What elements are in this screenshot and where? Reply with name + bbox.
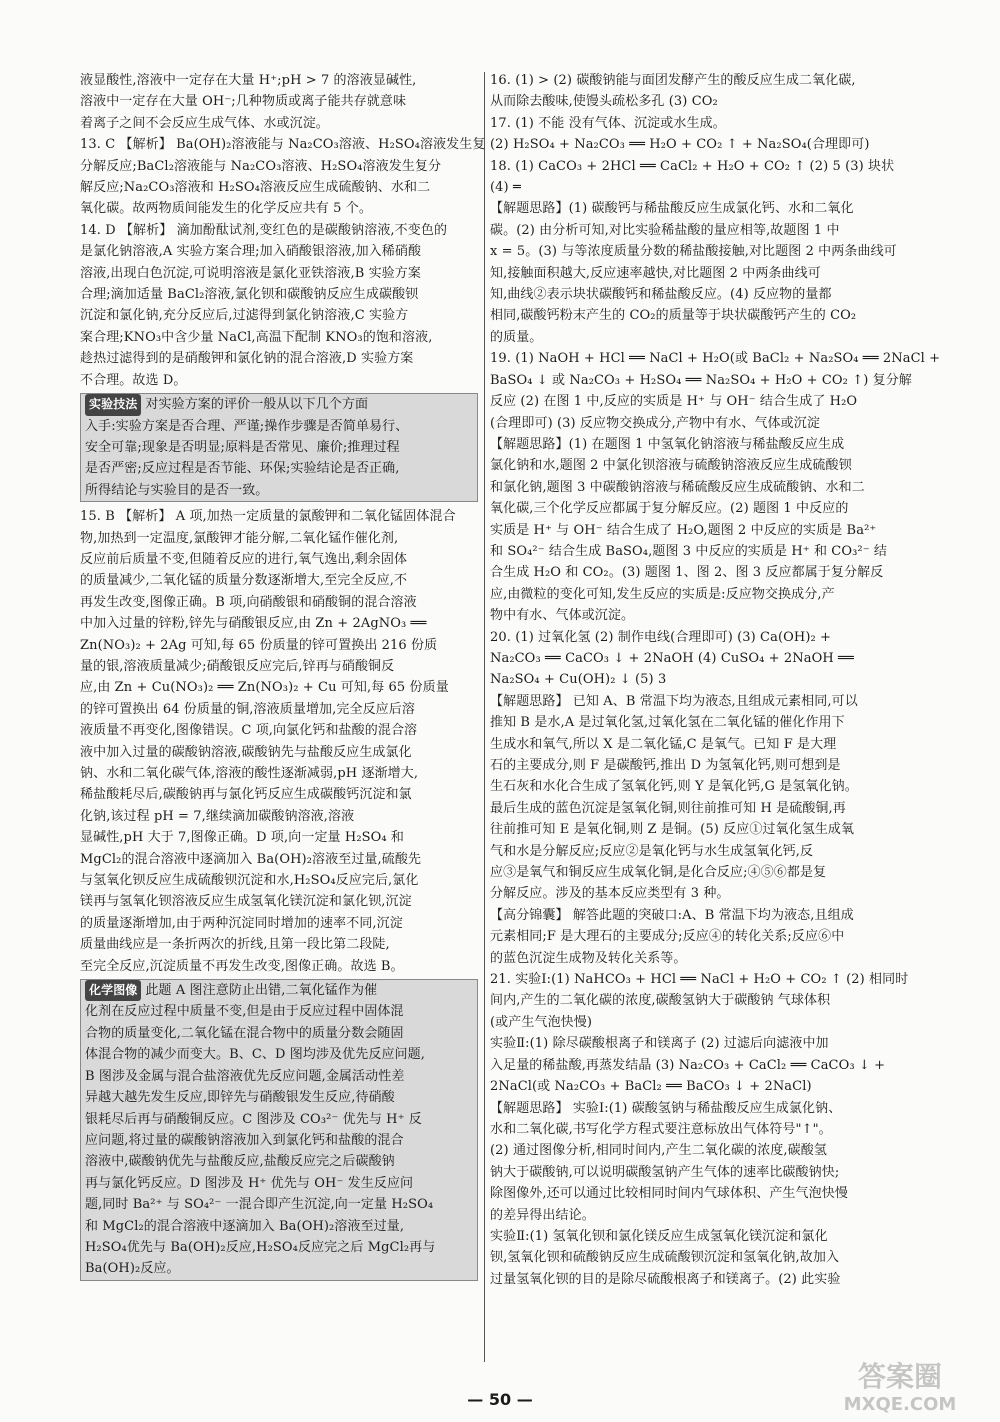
- text-content: 17. (1) 不能 没有气体、沉淀或水生成。: [490, 115, 726, 131]
- text-line: [85, 980, 473, 1001]
- text-line: [490, 669, 915, 690]
- text-content: 水和二氧化碳,书写化学方程式要注意标放出气体符号"↑"。: [490, 1121, 832, 1137]
- text-content: 知,接触面积越大,反应速率越快,对比题图 2 中两条曲线可: [490, 265, 821, 281]
- right-column: [490, 70, 941, 1290]
- text-content: Na₂CO₃ ══ CaCO₃ ↓ + 2NaOH (4) CuSO₄ + 2NaOH ══: [490, 650, 854, 666]
- text-content: 物中有水、气体或沉淀。: [490, 608, 635, 624]
- text-line: [85, 1001, 473, 1022]
- text-content: 解反应;Na₂CO₃溶液和 H₂SO₄溶液反应生成硫酸钠、水和二: [80, 180, 431, 196]
- text-content: 沉淀和氯化钠,充分反应后,过滤得到氯化钠溶液,C 实验方: [80, 308, 409, 324]
- answer-block: [490, 113, 915, 156]
- text-line: [490, 734, 915, 755]
- text-line: [490, 477, 915, 498]
- text-content: 液中加入过量的碳酸钠溶液,碳酸钠先与盐酸反应生成氯化: [80, 744, 412, 760]
- text-line: [490, 755, 915, 776]
- text-line: [85, 1087, 473, 1108]
- text-content: 的蓝色沉淀生成物及转化关系等。: [490, 950, 687, 966]
- text-line: [490, 990, 915, 1011]
- text-content: 实验Ⅱ:(1) 氢氧化钡和氯化镁反应生成氢氧化镁沉淀和氯化: [490, 1228, 828, 1244]
- text-line: [490, 691, 915, 712]
- text-line: [85, 480, 473, 501]
- text-content: 质量曲线应是一条折两次的折线,且第一段比第二段陡,: [80, 937, 390, 953]
- answer-block: [80, 134, 486, 220]
- text-content: 氧化碳,三个化学反应都属于复分解反应。(2) 题图 1 中反应的: [490, 501, 849, 517]
- text-line: [490, 605, 915, 626]
- text-line: [80, 91, 478, 112]
- text-content: 18. (1) CaCO₃ + 2HCl ══ CaCl₂ + H₂O + CO₂ ↑ (2) 5 (3) 块状: [490, 158, 895, 174]
- text-content: 所得结论与实验目的是否一致。: [85, 482, 269, 498]
- text-line: [80, 784, 478, 805]
- column-divider: [484, 72, 485, 1362]
- text-line: [490, 1205, 915, 1226]
- text-content: 安全可靠;现象是否明显;原料是否常见、廉价;推理过程: [85, 439, 400, 455]
- text-line: [490, 198, 915, 219]
- text-line: [85, 1237, 473, 1258]
- text-content: 溶液中,碳酸钠优先与盐酸反应,盐酸反应完之后碳酸钠: [85, 1154, 395, 1170]
- text-line: [490, 220, 915, 241]
- text-line: [490, 541, 915, 562]
- text-content: 知,曲线②表示块状碳酸钙和稀盐酸反应。(4) 反应物的量都: [490, 287, 832, 303]
- text-content: (2) H₂SO₄ + Na₂CO₃ ══ H₂O + CO₂ ↑ + Na₂SO₄(合理即可): [490, 137, 870, 153]
- text-content: 和 SO₄²⁻ 结合生成 BaSO₄,题图 3 中反应的实质是 H⁺ 和 CO₃²⁻ 结: [490, 543, 888, 559]
- text-content: (合理即可) (3) 反应物交换成分,产物中有水、气体或沉淀: [490, 415, 820, 431]
- text-content: 入足量的稀盐酸,再蒸发结晶 (3) Na₂CO₃ + CaCl₂ ══ CaCO₃ ↓ +: [490, 1057, 886, 1073]
- text-line: [80, 263, 478, 284]
- text-content: 13. C 【解析】 Ba(OH)₂溶液能与 Na₂CO₃溶液、H₂SO₄溶液发生复: [80, 137, 486, 153]
- text-content: 是氯化钠溶液,A 实验方案合理;加入硝酸银溶液,加入稀硝酸: [80, 244, 422, 260]
- text-content: 2NaCl(或 Na₂CO₃ + BaCl₂ ══ BaCO₃ ↓ + 2NaCl): [490, 1079, 812, 1095]
- watermark-line2: MXQE.COM: [843, 1394, 957, 1415]
- text-content: BaSO₄ ↓ 或 Na₂CO₃ + H₂SO₄ ══ Na₂SO₄ + H₂O + CO₂ ↑) 复分解: [490, 372, 912, 388]
- text-line: [490, 712, 915, 733]
- text-line: [490, 862, 915, 883]
- text-content: 实验Ⅱ:(1) 除尽碳酸根离子和镁离子 (2) 过滤后向滤液中加: [490, 1036, 829, 1052]
- text-content: 合生成 H₂O 和 CO₂。(3) 题图 1、图 2、图 3 反应都属于复分解反: [490, 565, 884, 581]
- text-line: [490, 305, 915, 326]
- text-content: x = 5。(3) 与等浓度质量分数的稀盐酸接触,对比题图 2 中两条曲线可: [490, 244, 897, 260]
- text-content: 与氢氧化钡反应生成硫酸钡沉淀和水,H₂SO₄反应完后,氯化: [80, 873, 419, 889]
- text-line: [490, 562, 915, 583]
- text-content: 应,由 Zn + Cu(NO₃)₂ ══ Zn(NO₃)₂ + Cu 可知,每 65 份质量: [80, 680, 449, 696]
- text-content: 相同,碳酸钙粉末产生的 CO₂的质量等于块状碳酸钙产生的 CO₂: [490, 308, 857, 324]
- text-content: 应,由微粒的变化可知,发生反应的实质是:反应物交换成分,产: [490, 586, 835, 602]
- text-line: [80, 656, 478, 677]
- text-content: 体混合物的减少而变大。B、C、D 图均涉及优先反应问题,: [85, 1047, 425, 1063]
- text-content: 案合理;KNO₃中含少量 NaCl,高温下配制 KNO₃的饱和溶液,: [80, 329, 433, 345]
- text-content: 19. (1) NaOH + HCl ══ NaCl + H₂O(或 BaCl₂ + Na₂SO₄ ══ 2NaCl +: [490, 351, 941, 367]
- text-content: 往前推可知 E 是氧化铜,则 Z 是铜。(5) 反应①过氧化氢生成氧: [490, 822, 855, 838]
- text-content: 化剂在反应过程中质量不变,但是由于反应过程中固体混: [85, 1004, 404, 1020]
- text-content: 液显酸性,溶液中一定存在大量 H⁺;pH > 7 的溶液显碱性,: [80, 73, 417, 88]
- text-content: (或产生气泡快慢): [490, 1014, 593, 1030]
- text-line: [85, 1044, 473, 1065]
- text-line: [85, 1173, 473, 1194]
- text-content: 再与氯化钙反应。D 图涉及 H⁺ 优先与 OH⁻ 发生反应问: [85, 1175, 414, 1191]
- text-content: 液质量不再变化,图像错误。C 项,向氯化钙和盐酸的混合溶: [80, 723, 418, 739]
- text-content: 和 MgCl₂的混合溶液中逐滴加入 Ba(OH)₂溶液至过量,: [85, 1218, 405, 1234]
- page-number: — 50 —: [467, 1390, 533, 1409]
- tip-box: [80, 979, 478, 1281]
- text-line: [490, 413, 915, 434]
- text-line: [490, 1076, 915, 1097]
- text-content: Ba(OH)₂反应。: [85, 1261, 180, 1277]
- text-line: [80, 348, 478, 369]
- answer-block: [80, 506, 478, 977]
- text-line: [490, 498, 915, 519]
- text-content: 过量氢氧化钡的目的是除尽硫酸根离子和镁离子。(2) 此实验: [490, 1271, 841, 1287]
- text-line: [80, 134, 486, 155]
- text-line: [80, 177, 478, 198]
- answer-block: [490, 348, 941, 626]
- text-content: 的锌可置换出 64 份质量的铜,溶液质量增加,完全反应后溶: [80, 701, 415, 717]
- text-line: [490, 798, 915, 819]
- text-line: [490, 969, 915, 990]
- text-line: [85, 394, 473, 415]
- text-content: (4) ═: [490, 180, 521, 196]
- text-content: MgCl₂的混合溶液中逐滴加入 Ba(OH)₂溶液至过量,硫酸先: [80, 851, 422, 867]
- text-line: [85, 1258, 473, 1279]
- text-line: [85, 458, 473, 479]
- text-line: [80, 327, 478, 348]
- text-line: [490, 584, 915, 605]
- text-content: 显碱性,pH 大于 7,图像正确。D 项,向一定量 H₂SO₄ 和: [80, 830, 405, 846]
- text-content: 物,加热到一定温度,氯酸钾才能分解,二氧化锰作催化剂,: [80, 530, 399, 546]
- text-line: [490, 156, 915, 177]
- text-content: 是否严密;反应过程是否节能、环保;实验结论是否正确,: [85, 461, 400, 477]
- text-content: 元素相同;F 是大理石的主要成分;反应④的转化关系;反应⑥中: [490, 929, 845, 945]
- text-content: 趁热过滤得到的是硝酸钾和氯化钠的混合溶液,D 实验方案: [80, 351, 414, 367]
- text-line: [80, 549, 478, 570]
- answer-block: [490, 969, 915, 1290]
- text-content: 题,同时 Ba²⁺ 与 SO₄²⁻ 一混合即产生沉淀,向一定量 H₂SO₄: [85, 1197, 434, 1213]
- text-content: 的质量。: [490, 329, 543, 345]
- text-line: [80, 806, 478, 827]
- text-content: 碳。(2) 由分析可知,对比实验稀盐酸的量应相等,故题图 1 中: [490, 222, 840, 238]
- text-line: [490, 134, 915, 155]
- text-content: 反应前后质量不变,但随着反应的进行,氧气逸出,剩余固体: [80, 551, 408, 567]
- left-column: [80, 70, 486, 1285]
- text-line: [80, 956, 478, 977]
- text-line: [490, 648, 915, 669]
- text-line: [490, 1098, 915, 1119]
- text-line: [85, 1194, 473, 1215]
- text-content: 银耗尽后再与硝酸铜反应。C 图涉及 CO₃²⁻ 优先与 H⁺ 反: [85, 1111, 422, 1127]
- text-content: 除图像外,还可以通过比较相同时间内气球体积、产生气泡快慢: [490, 1186, 848, 1202]
- text-content: 镁再与氢氧化钡溶液反应生成氢氧化镁沉淀和氯化钡,沉淀: [80, 894, 412, 910]
- text-line: [490, 70, 915, 91]
- text-content: 此题 A 图注意防止出错,二氧化锰作为催: [145, 983, 378, 999]
- text-line: [490, 926, 915, 947]
- text-content: 钡,氢氧化钡和硫酸钠反应生成硫酸钡沉淀和氢氧化钠,故加入: [490, 1250, 840, 1266]
- text-line: [80, 742, 478, 763]
- text-line: [80, 613, 478, 634]
- text-line: [490, 520, 915, 541]
- text-line: [85, 1023, 473, 1044]
- text-content: 20. (1) 过氧化氢 (2) 制作电线(合理即可) (3) Ca(OH)₂ +: [490, 629, 832, 645]
- text-content: 钠大于碳酸钠,可以说明碳酸氢钠产生气体的速率比碳酸钠快;: [490, 1164, 840, 1180]
- text-content: 14. D 【解析】 滴加酚酞试剂,变红色的是碳酸钠溶液,不变色的: [80, 222, 448, 238]
- text-content: 从而除去酸味,使馒头疏松多孔 (3) CO₂: [490, 94, 718, 110]
- text-content: 【解题思路】(1) 碳酸钙与稀盐酸反应生成氯化钙、水和二氧化: [490, 201, 854, 217]
- text-content: 推知 B 是水,A 是过氧化氢,过氧化氢在二氧化锰的催化作用下: [490, 715, 845, 731]
- text-content: (2) 通过图像分析,相同时间内,产生二氧化碳的浓度,碳酸氢: [490, 1143, 827, 1159]
- text-line: [490, 1055, 915, 1076]
- answer-block: [80, 220, 478, 391]
- text-line: [80, 284, 478, 305]
- text-line: [80, 677, 478, 698]
- text-line: [80, 220, 478, 241]
- text-line: [490, 883, 915, 904]
- text-line: [80, 913, 478, 934]
- text-content: 石的主要成分,则 F 是碳酸钙,推出 D 为氢氧化钙,则可想到是: [490, 758, 841, 773]
- text-line: [490, 455, 915, 476]
- text-line: [85, 437, 473, 458]
- text-content: 【高分锦囊】 解答此题的突破口:A、B 常温下均为液态,且组成: [490, 907, 854, 923]
- text-line: [490, 263, 915, 284]
- text-line: [80, 592, 478, 613]
- text-line: [490, 627, 915, 648]
- text-line: [80, 934, 478, 955]
- text-content: 合理;滴加适量 BaCl₂溶液,氯化钡和碳酸钠反应生成碳酸钡: [80, 287, 419, 303]
- text-line: [490, 948, 915, 969]
- text-line: [490, 1247, 915, 1268]
- text-content: 钠、水和二氧化碳气体,溶液的酸性逐渐减弱,pH 逐渐增大,: [80, 766, 419, 781]
- text-line: [490, 905, 915, 926]
- text-content: 合物的质量变化,二氧化锰在混合物中的质量分数会随固: [85, 1025, 404, 1041]
- answer-block: [490, 627, 915, 970]
- text-line: [80, 198, 478, 219]
- text-line: [80, 699, 478, 720]
- text-line: [80, 827, 478, 848]
- text-line: [490, 1183, 915, 1204]
- text-line: [490, 1119, 915, 1140]
- text-content: B 图涉及金属与混合盐溶液优先反应问题,金属活动性差: [85, 1068, 405, 1084]
- watermark-line1: 答案圈: [857, 1360, 943, 1393]
- text-content: 生石灰和水化合生成了氢氧化钙,则 Y 是氧化钙,G 是氢氧化钠。: [490, 779, 858, 795]
- text-line: [490, 776, 915, 797]
- text-line: [490, 1269, 915, 1290]
- text-line: [80, 570, 478, 591]
- text-content: 生成水和氧气,所以 X 是二氧化锰,C 是氧气。已知 F 是大理: [490, 736, 837, 752]
- text-line: [490, 370, 915, 391]
- text-line: [80, 763, 478, 784]
- text-content: 的质量逐渐增加,由于两种沉淀同时增加的速率不同,沉淀: [80, 915, 403, 931]
- text-line: [80, 870, 478, 891]
- tip-tag: 实验技法: [85, 394, 141, 415]
- tip-box: [80, 393, 478, 502]
- text-line: [85, 416, 473, 437]
- text-line: [80, 506, 478, 527]
- text-line: [80, 528, 478, 549]
- text-line: [490, 1140, 915, 1161]
- text-content: 应③是氧气和铜反应生成氧化铜,是化合反应;④⑤⑥都是复: [490, 865, 827, 881]
- text-line: [80, 241, 478, 262]
- tip-tag: 化学图像: [85, 980, 141, 1001]
- text-content: 化钠,该过程 pH = 7,继续滴加碳酸钠溶液,溶液: [80, 808, 355, 824]
- text-line: [490, 327, 915, 348]
- text-line: [80, 113, 478, 134]
- text-content: 和氯化钠,题图 3 中碳酸钠溶液与稀硫酸反应生成硫酸钠、水和二: [490, 479, 865, 495]
- text-line: [80, 370, 478, 391]
- text-content: Na₂SO₄ + Cu(OH)₂ ↓ (5) 3: [490, 672, 667, 688]
- text-line: [490, 177, 915, 198]
- text-line: [490, 91, 915, 112]
- text-line: [85, 1151, 473, 1172]
- text-content: 氧化碳。故两物质间能发生的化学反应共有 5 个。: [80, 201, 372, 217]
- text-line: [490, 241, 915, 262]
- text-content: 氯化钠和水,题图 2 中氯化钡溶液与硫酸钠溶液反应生成硫酸钡: [490, 458, 852, 474]
- text-content: 【解题思路】 实验Ⅰ:(1) 碳酸氢钠与稀盐酸反应生成氯化钠、: [490, 1100, 842, 1116]
- text-content: 间内,产生的二氧化碳的浓度,碳酸氢钠大于碳酸钠 气球体积: [490, 993, 831, 1009]
- text-line: [490, 348, 941, 369]
- text-content: 溶液中一定存在大量 OH⁻;几种物质或离子能共存就意味: [80, 94, 407, 110]
- text-content: 量的银,溶液质量减少;硝酸银反应完后,锌再与硝酸铜反: [80, 658, 395, 674]
- text-content: 【解题思路】 已知 A、B 常温下均为液态,且组成元素相同,可以: [490, 693, 858, 709]
- text-line: [80, 70, 478, 91]
- text-content: 气和水是分解反应;反应②是氧化钙与水生成氢氧化钙,反: [490, 843, 814, 859]
- text-line: [80, 305, 478, 326]
- text-line: [490, 284, 915, 305]
- text-line: [490, 113, 915, 134]
- text-content: 入手:实验方案是否合理、严谨;操作步骤是否简单易行、: [85, 418, 409, 434]
- text-content: 21. 实验Ⅰ:(1) NaHCO₃ + HCl ══ NaCl + H₂O + CO₂ ↑ (2) 相同时: [490, 972, 909, 988]
- text-line: [85, 1109, 473, 1130]
- text-content: 中加入过量的锌粉,锌先与硝酸银反应,由 Zn + 2AgNO₃ ══: [80, 616, 427, 632]
- text-line: [80, 635, 478, 656]
- answer-block: [80, 70, 478, 134]
- text-line: [490, 819, 915, 840]
- text-content: 着离子之间不会反应生成气体、水或沉淀。: [80, 115, 329, 131]
- text-content: 的质量减少,二氧化锰的质量分数逐渐增大,至完全反应,不: [80, 573, 408, 589]
- text-line: [80, 720, 478, 741]
- text-line: [85, 1130, 473, 1151]
- text-line: [490, 1012, 915, 1033]
- text-content: 分解反应;BaCl₂溶液能与 Na₂CO₃溶液、H₂SO₄溶液发生复分: [80, 158, 442, 174]
- text-content: 至完全反应,沉淀质量不再发生改变,图像正确。故选 B。: [80, 958, 404, 974]
- text-line: [490, 1033, 915, 1054]
- text-content: 稀盐酸耗尽后,碳酸钠再与氯化钙反应生成碳酸钙沉淀和氯: [80, 787, 412, 803]
- text-content: 反应 (2) 在图 1 中,反应的实质是 H⁺ 与 OH⁻ 结合生成了 H₂O: [490, 394, 858, 410]
- text-line: [80, 849, 478, 870]
- text-content: 分解反应。涉及的基本反应类型有 3 种。: [490, 886, 730, 902]
- text-line: [490, 841, 915, 862]
- text-line: [490, 1162, 915, 1183]
- answer-block: [490, 156, 915, 349]
- text-content: Zn(NO₃)₂ + 2Ag 可知,每 65 份质量的锌可置换出 216 份质: [80, 637, 438, 653]
- text-line: [490, 391, 915, 412]
- text-line: [490, 1226, 915, 1247]
- text-content: 应问题,将过量的碳酸钠溶液加入到氯化钙和盐酸的混合: [85, 1132, 404, 1148]
- text-content: 异越大越先发生反应,即锌先与硝酸银发生反应,待硝酸: [85, 1090, 395, 1106]
- text-content: 不合理。故选 D。: [80, 372, 187, 388]
- text-line: [80, 156, 478, 177]
- text-content: 最后生成的蓝色沉淀是氢氧化铜,则往前推可知 H 是硫酸铜,再: [490, 800, 846, 816]
- text-content: 的差异得出结论。: [490, 1207, 595, 1223]
- text-content: 实质是 H⁺ 与 OH⁻ 结合生成了 H₂O,题图 2 中反应的实质是 Ba²⁺: [490, 522, 877, 538]
- text-content: 15. B 【解析】 A 项,加热一定质量的氯酸钾和二氧化锰固体混合: [80, 509, 456, 525]
- text-line: [85, 1216, 473, 1237]
- text-content: H₂SO₄优先与 Ba(OH)₂反应,H₂SO₄反应完之后 MgCl₂再与: [85, 1239, 436, 1255]
- text-line: [80, 891, 478, 912]
- text-content: 16. (1) > (2) 碳酸钠能与面团发酵产生的酸反应生成二氧化碳,: [490, 73, 856, 88]
- text-content: 再发生改变,图像正确。B 项,向硝酸银和硝酸铜的混合溶液: [80, 594, 417, 610]
- text-line: [85, 1066, 473, 1087]
- text-content: 溶液,出现白色沉淀,可说明溶液是氯化亚铁溶液,B 实验方案: [80, 265, 421, 281]
- answer-block: [490, 70, 915, 113]
- text-content: 【解题思路】(1) 在题图 1 中氢氧化钠溶液与稀盐酸反应生成: [490, 436, 845, 452]
- text-content: 对实验方案的评价一般从以下几个方面: [145, 397, 369, 413]
- text-line: [490, 434, 915, 455]
